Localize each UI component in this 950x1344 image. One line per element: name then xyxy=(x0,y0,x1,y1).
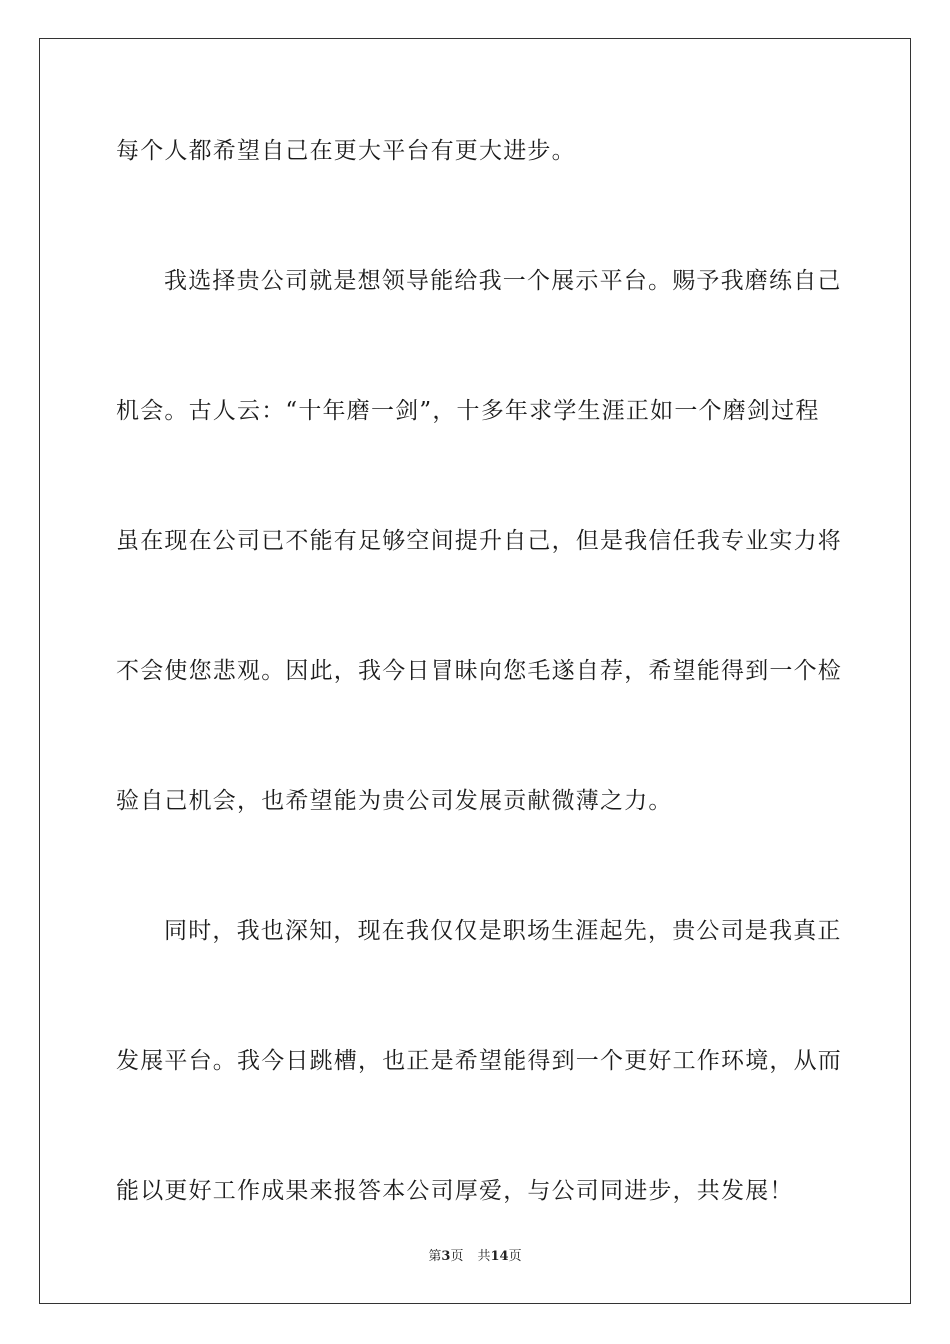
page-number: 3 xyxy=(441,1249,451,1264)
text-line-9: 能以更好工作成果来报答本公司厚爱，与公司同进步，共发展！ xyxy=(116,1178,794,1204)
text-line-7: 同时，我也深知，现在我仅仅是职场生涯起先，贵公司是我真正 xyxy=(164,918,842,944)
text-line-5: 不会使您悲观。因此，我今日冒昧向您毛遂自荐，希望能得到一个检 xyxy=(116,658,842,684)
text-line-4: 虽在现在公司已不能有足够空间提升自己，但是我信任我专业实力将 xyxy=(116,528,842,554)
page-prefix: 第 xyxy=(428,1249,442,1264)
total-prefix: 共 xyxy=(477,1249,491,1264)
page-footer xyxy=(0,1248,950,1266)
total-suffix: 页 xyxy=(508,1249,522,1264)
page-suffix: 页 xyxy=(450,1249,464,1264)
text-line-8: 发展平台。我今日跳槽，也正是希望能得到一个更好工作环境，从而 xyxy=(116,1048,842,1074)
text-line-6: 验自己机会，也希望能为贵公司发展贡献微薄之力。 xyxy=(116,788,673,814)
text-line-2: 我选择贵公司就是想领导能给我一个展示平台。赐予我磨练自己 xyxy=(164,268,842,294)
text-line-3: 机会。古人云：“十年磨一剑”，十多年求学生涯正如一个磨剑过程 xyxy=(116,398,820,424)
total-pages: 14 xyxy=(490,1249,509,1264)
text-line-1: 每个人都希望自己在更大平台有更大进步。 xyxy=(116,138,576,164)
